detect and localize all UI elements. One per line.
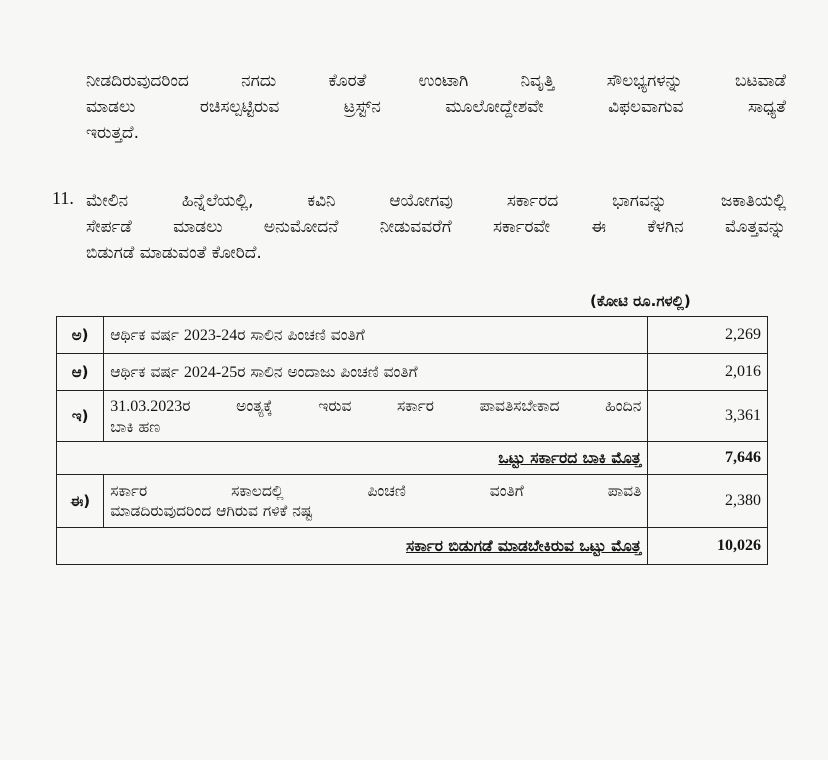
row-description: 31.03.2023ರ ಅಂತ್ಯಕ್ಕೆ ಇರುವ ಸರ್ಕಾರ ಪಾವತಿಸಬೇಕಾದ ಹಿಂದಿನ ಬಾಕಿ ಹಣ xyxy=(104,391,648,442)
paragraph-line: ಬಿಡುಗಡೆ ಮಾಡುವಂತೆ ಕೋರಿದೆ. xyxy=(86,243,262,263)
paragraph-line: ನೀಡದಿರುವುದರಿಂದ ನಗದು ಕೊರತೆ ಉಂಟಾಗಿ ನಿವೃತ್ತಿ ಸೌಲಭ್ಯಗಳನ್ನು ಬಟವಾಡೆ xyxy=(86,71,786,91)
row-value: 3,361 xyxy=(648,391,768,442)
paragraph-line: ಇರುತ್ತದೆ. xyxy=(86,123,139,143)
subtotal-label: ಒಟ್ಟು ಸರ್ಕಾರದ ಬಾಕಿ ಮೊತ್ತ xyxy=(57,442,648,475)
row-label: ಆ) xyxy=(57,354,104,391)
row-label: ಅ) xyxy=(57,317,104,354)
row-description: ಆರ್ಥಿಕ ವರ್ಷ 2023-24ರ ಸಾಲಿನ ಪಿಂಚಣಿ ವಂತಿಗೆ xyxy=(104,317,648,354)
paragraph-line: ಸೇರ್ಪಡೆ ಮಾಡಲು ಅನುಮೋದನೆ ನೀಡುವವರೆಗೆ ಸರ್ಕಾರವೇ ಈ ಕೆಳಗಿನ ಮೊತ್ತವನ್ನು xyxy=(86,217,786,237)
unit-note: (ಕೋಟಿ ರೂ.ಗಳಲ್ಲಿ) xyxy=(590,292,691,310)
row-label: ಈ) xyxy=(57,475,104,528)
row-value: 2,016 xyxy=(648,354,768,391)
row-description: ಆರ್ಥಿಕ ವರ್ಷ 2024-25ರ ಸಾಲಿನ ಅಂದಾಜು ಪಿಂಚಣಿ ವಂತಿಗೆ xyxy=(104,354,648,391)
total-row xyxy=(57,528,768,565)
table-row xyxy=(57,354,768,391)
paragraph-line: ಮಾಡಲು ರಚಿಸಲ್ಪಟ್ಟಿರುವ ಟ್ರಸ್ಟ್‌ನ ಮೂಲೋದ್ದೇಶವೇ ವಿಫಲವಾಗುವ ಸಾಧ್ಯತೆ xyxy=(86,97,786,117)
table-row xyxy=(57,317,768,354)
row-value: 2,380 xyxy=(648,475,768,528)
row-description: ಸರ್ಕಾರ ಸಕಾಲದಲ್ಲಿ ಪಿಂಚಣಿ ವಂತಿಗೆ ಪಾವತಿ ಮಾಡದಿರುವುದರಿಂದ ಆಗಿರುವ ಗಳಿಕೆ ನಷ್ಟ xyxy=(104,475,648,528)
paragraph-line: ಮೇಲಿನ ಹಿನ್ನೆಲೆಯಲ್ಲಿ, ಕವಿನಿ ಆಯೋಗವು ಸರ್ಕಾರದ ಭಾಗವನ್ನು ಜಕಾತಿಯಲ್ಲಿ xyxy=(86,191,786,211)
subtotal-value: 7,646 xyxy=(648,442,768,475)
table-row xyxy=(57,475,768,528)
amounts-table xyxy=(56,316,768,565)
row-label: ಇ) xyxy=(57,391,104,442)
table-row xyxy=(57,391,768,442)
row-value: 2,269 xyxy=(648,317,768,354)
subtotal-row xyxy=(57,442,768,475)
intro-paragraph xyxy=(86,68,786,146)
point-number: 11. xyxy=(52,188,74,208)
total-value: 10,026 xyxy=(648,528,768,565)
request-paragraph xyxy=(86,188,786,266)
total-label: ಸರ್ಕಾರ ಬಿಡುಗಡೆ ಮಾಡಬೇಕಿರುವ ಒಟ್ಟು ಮೊತ್ತ xyxy=(57,528,648,565)
